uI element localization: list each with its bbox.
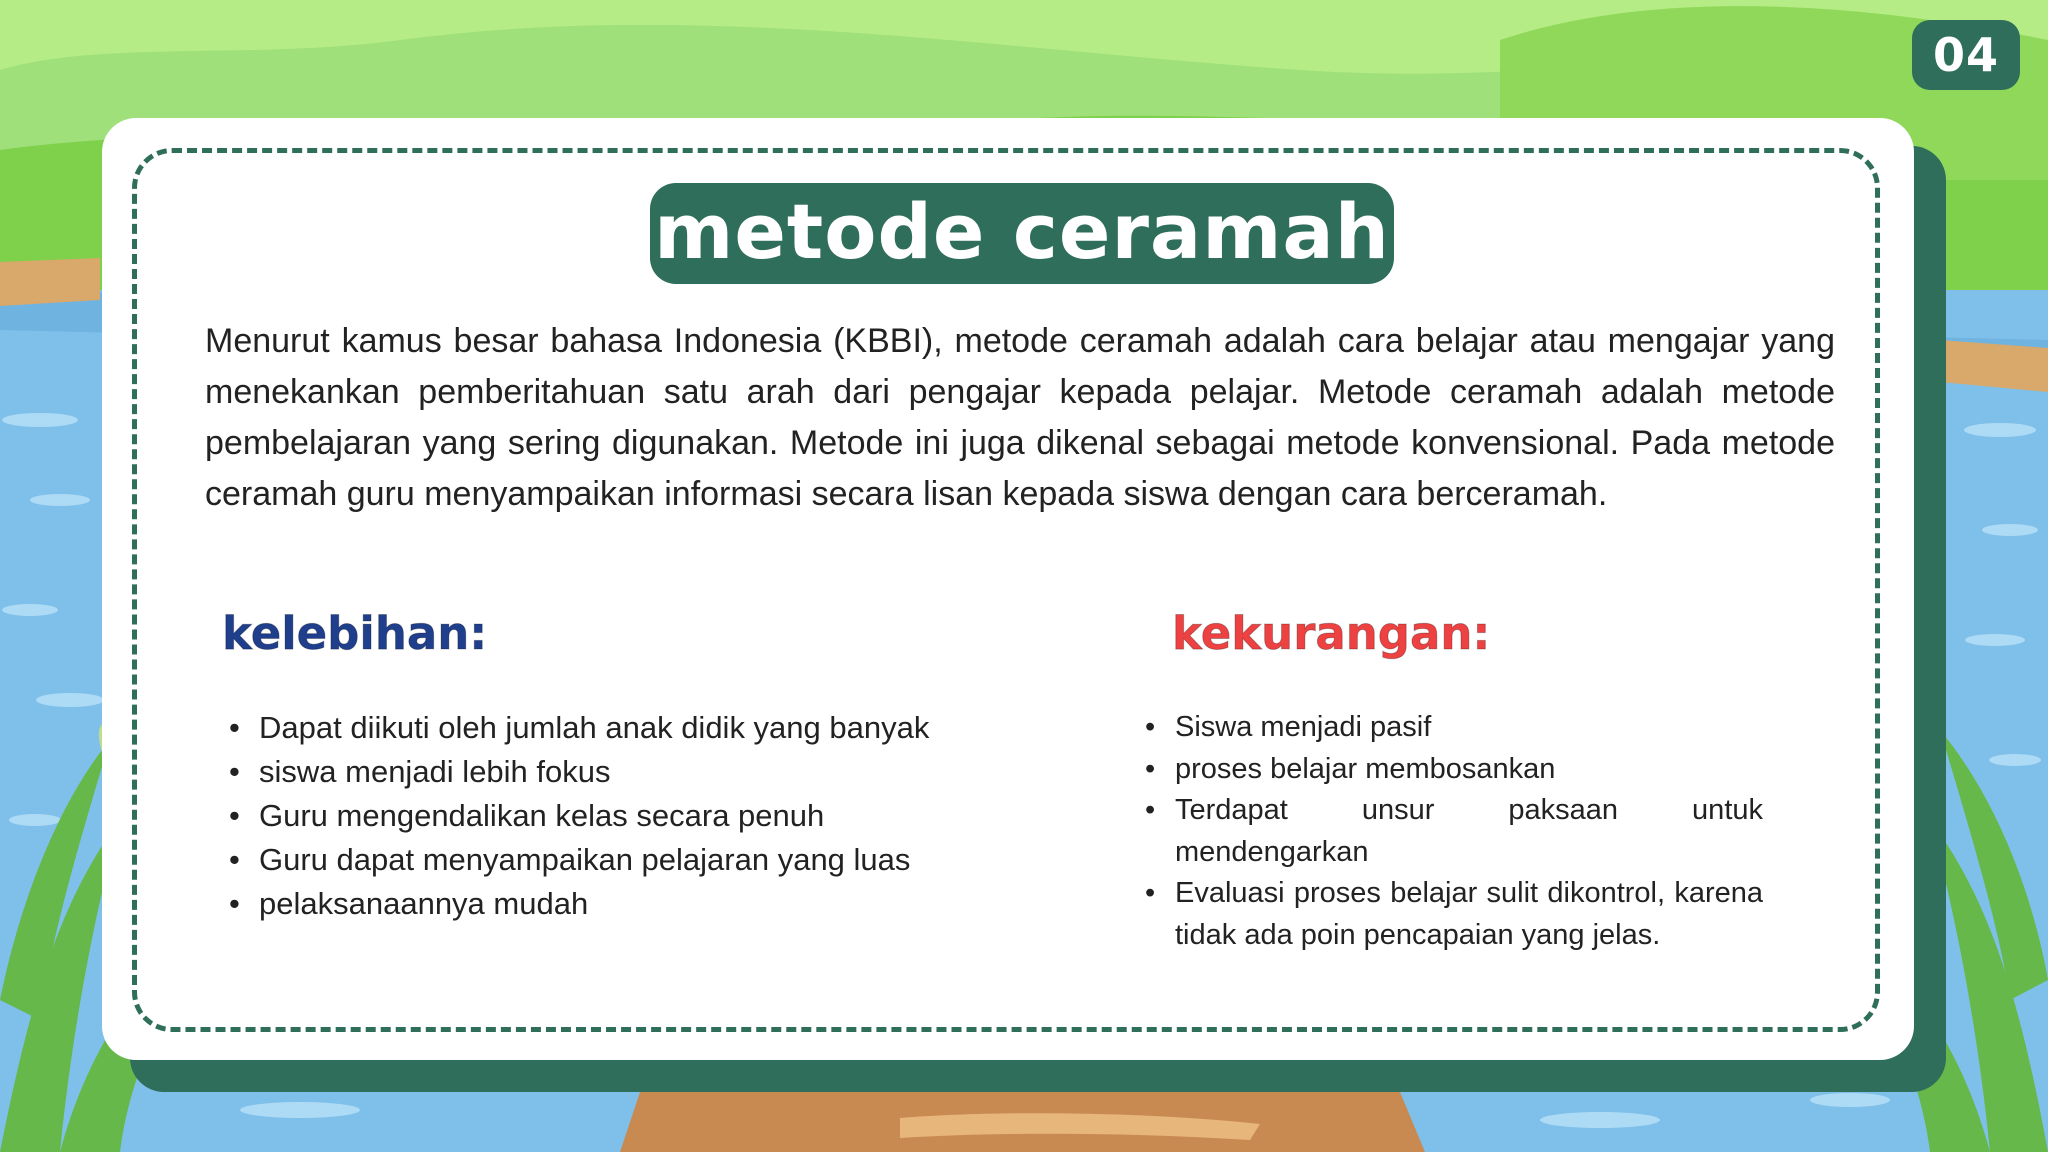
list-item bbox=[229, 838, 959, 882]
list-item bbox=[1145, 749, 1763, 791]
pros-heading: kelebihan: bbox=[222, 607, 488, 660]
bullet-icon: • bbox=[229, 842, 240, 877]
list-item-text: pelaksanaannya mudah bbox=[259, 886, 589, 921]
bullet-icon: • bbox=[229, 754, 240, 789]
list-item-text: Siswa menjadi pasif bbox=[1175, 711, 1432, 743]
bullet-icon: • bbox=[1145, 877, 1156, 909]
list-item-text: proses belajar membosankan bbox=[1175, 752, 1556, 785]
list-item bbox=[1145, 707, 1763, 749]
list-item bbox=[1145, 873, 1763, 956]
bullet-icon: • bbox=[229, 886, 240, 921]
cons-heading: kekurangan: bbox=[1172, 607, 1491, 660]
bullet-icon: • bbox=[229, 710, 240, 745]
list-item-text: Dapat diikuti oleh jumlah anak didik yang banyak bbox=[259, 710, 930, 745]
bullet-icon: • bbox=[1145, 752, 1156, 785]
bullet-icon: • bbox=[1145, 711, 1156, 743]
list-item bbox=[229, 882, 959, 926]
intro-paragraph: Menurut kamus besar bahasa Indonesia (KBBI), metode ceramah adalah cara belajar atau mengajar yang menekankan pemberitahuan satu arah dari pengajar kepada pelajar. Metode ceramah adalah metode pembelajaran yang sering digunakan. Metode ini juga dikenal sebagai metode konvensional. Pada metode ceramah guru menyampaikan informasi secara lisan kepada siswa dengan cara berceramah. bbox=[205, 322, 1835, 513]
list-item-text: Evaluasi proses belajar sulit dikontrol, karena tidak ada poin pencapaian yang jelas. bbox=[1175, 877, 1763, 951]
list-item bbox=[1145, 790, 1763, 873]
list-item bbox=[229, 750, 959, 794]
list-item bbox=[229, 706, 959, 750]
list-item-text: Terdapat unsur paksaan untuk mendengarkan bbox=[1175, 794, 1763, 868]
cons-list bbox=[1145, 707, 1763, 956]
page-number-badge: 04 bbox=[1912, 20, 2020, 90]
list-item-text: Guru mengendalikan kelas secara penuh bbox=[259, 798, 825, 833]
bullet-icon: • bbox=[1145, 794, 1156, 826]
slide-title: metode ceramah bbox=[650, 183, 1394, 284]
bullet-icon: • bbox=[229, 798, 240, 833]
list-item-text: siswa menjadi lebih fokus bbox=[259, 754, 611, 789]
list-item bbox=[229, 794, 959, 838]
pros-list bbox=[229, 706, 959, 926]
list-item-text: Guru dapat menyampaikan pelajaran yang luas bbox=[259, 842, 911, 877]
